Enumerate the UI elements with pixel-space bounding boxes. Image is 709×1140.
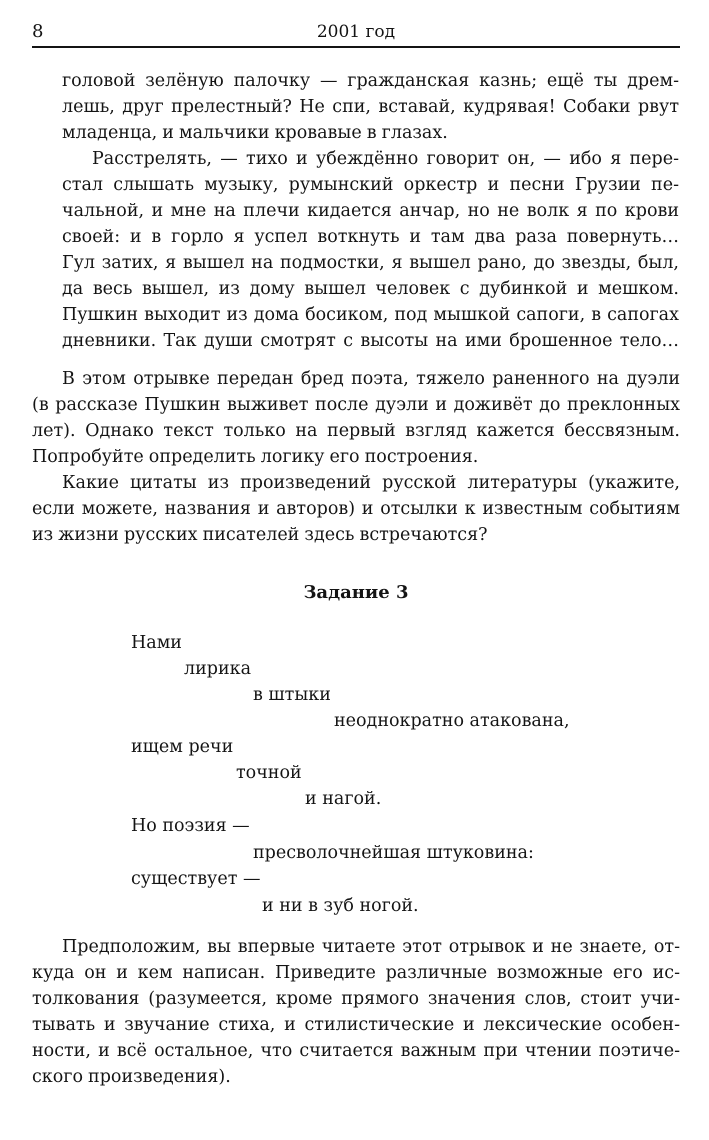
task-heading: Задание 3 bbox=[303, 582, 409, 603]
poem-line: и нагой. bbox=[305, 789, 382, 809]
final-line: куда он и кем написан. Приведите различные возможные его ис- bbox=[32, 963, 680, 983]
quote-line: чальной, и мне на плечи кидается анчар, но не волк я по крови bbox=[62, 201, 679, 221]
final-line: ности, и всё остальное, что считается важным при чтении поэтиче- bbox=[32, 1041, 680, 1061]
question-line: лет). Однако текст только на первый взгляд кажется бессвязным. bbox=[32, 421, 680, 441]
quote-line: стал слышать музыку, румынский оркестр и песни Грузии пе- bbox=[62, 175, 679, 195]
questions-paragraph bbox=[32, 366, 680, 548]
poem bbox=[0, 630, 709, 930]
final-line: Предположим, вы впервые читаете этот отрывок и не знаете, от- bbox=[62, 937, 680, 957]
poem-line: в штыки bbox=[253, 685, 331, 705]
final-line: толкования (разумеется, кроме прямого значения слов, стоит учи- bbox=[32, 989, 680, 1009]
poem-line: ищем речи bbox=[131, 737, 234, 757]
question-line: если можете, названия и авторов) и отсылки к известным событиям bbox=[32, 499, 680, 519]
quote-line: да весь вышел, из дому вышел человек с дубинкой и мешком. bbox=[62, 279, 679, 299]
poem-line: Но поэзия — bbox=[131, 816, 250, 836]
poem-line: точной bbox=[236, 763, 302, 783]
quote-line: Расстрелять, — тихо и убеждённо говорит он, — ибо я пере- bbox=[92, 149, 679, 169]
final-line: тывать и звучание стиха, и стилистические и лексические особен- bbox=[32, 1015, 680, 1035]
final-paragraph bbox=[32, 934, 680, 1090]
quote-line: лешь, друг прелестный? Не спи, вставай, кудрявая! Собаки рвут bbox=[62, 97, 679, 117]
quote-line: своей: и в горло я успел воткнуть и там два раза повернуть… bbox=[62, 227, 679, 247]
quote-line: дневники. Так души смотрят с высоты на ими брошенное тело… bbox=[62, 331, 679, 351]
question-line: (в рассказе Пушкин выживет после дуэли и доживёт до преклонных bbox=[32, 395, 680, 415]
final-line: ского произведения). bbox=[32, 1067, 231, 1087]
poem-line: Нами bbox=[131, 633, 182, 653]
quote-line: Пушкин выходит из дома босиком, под мышкой сапоги, в сапогах bbox=[62, 305, 679, 325]
quote-line: младенца, и мальчики кровавые в глазах. bbox=[62, 123, 448, 143]
poem-line: существует — bbox=[131, 869, 261, 889]
question-line: В этом отрывке передан бред поэта, тяжело раненного на дуэли bbox=[62, 369, 680, 389]
poem-line: и ни в зуб ногой. bbox=[262, 896, 419, 916]
question-line: Какие цитаты из произведений русской литературы (укажите, bbox=[62, 473, 680, 493]
poem-line: лирика bbox=[184, 659, 252, 679]
question-line: Попробуйте определить логику его построения. bbox=[32, 447, 479, 467]
question-line: из жизни русских писателей здесь встречаются? bbox=[32, 525, 488, 545]
page-number: 8 bbox=[32, 21, 44, 42]
poem-line: неоднократно атакована, bbox=[334, 711, 570, 731]
quote-line: головой зелёную палочку — гражданская казнь; ещё ты дрем- bbox=[62, 71, 679, 91]
quote-passage bbox=[62, 68, 679, 354]
page-header bbox=[32, 20, 680, 48]
poem-line: пресволочнейшая штуковина: bbox=[253, 843, 534, 863]
quote-line: Гул затих, я вышел на подмостки, я вышел рано, до звезды, был, bbox=[62, 253, 679, 273]
running-head: 2001 год bbox=[316, 22, 396, 42]
